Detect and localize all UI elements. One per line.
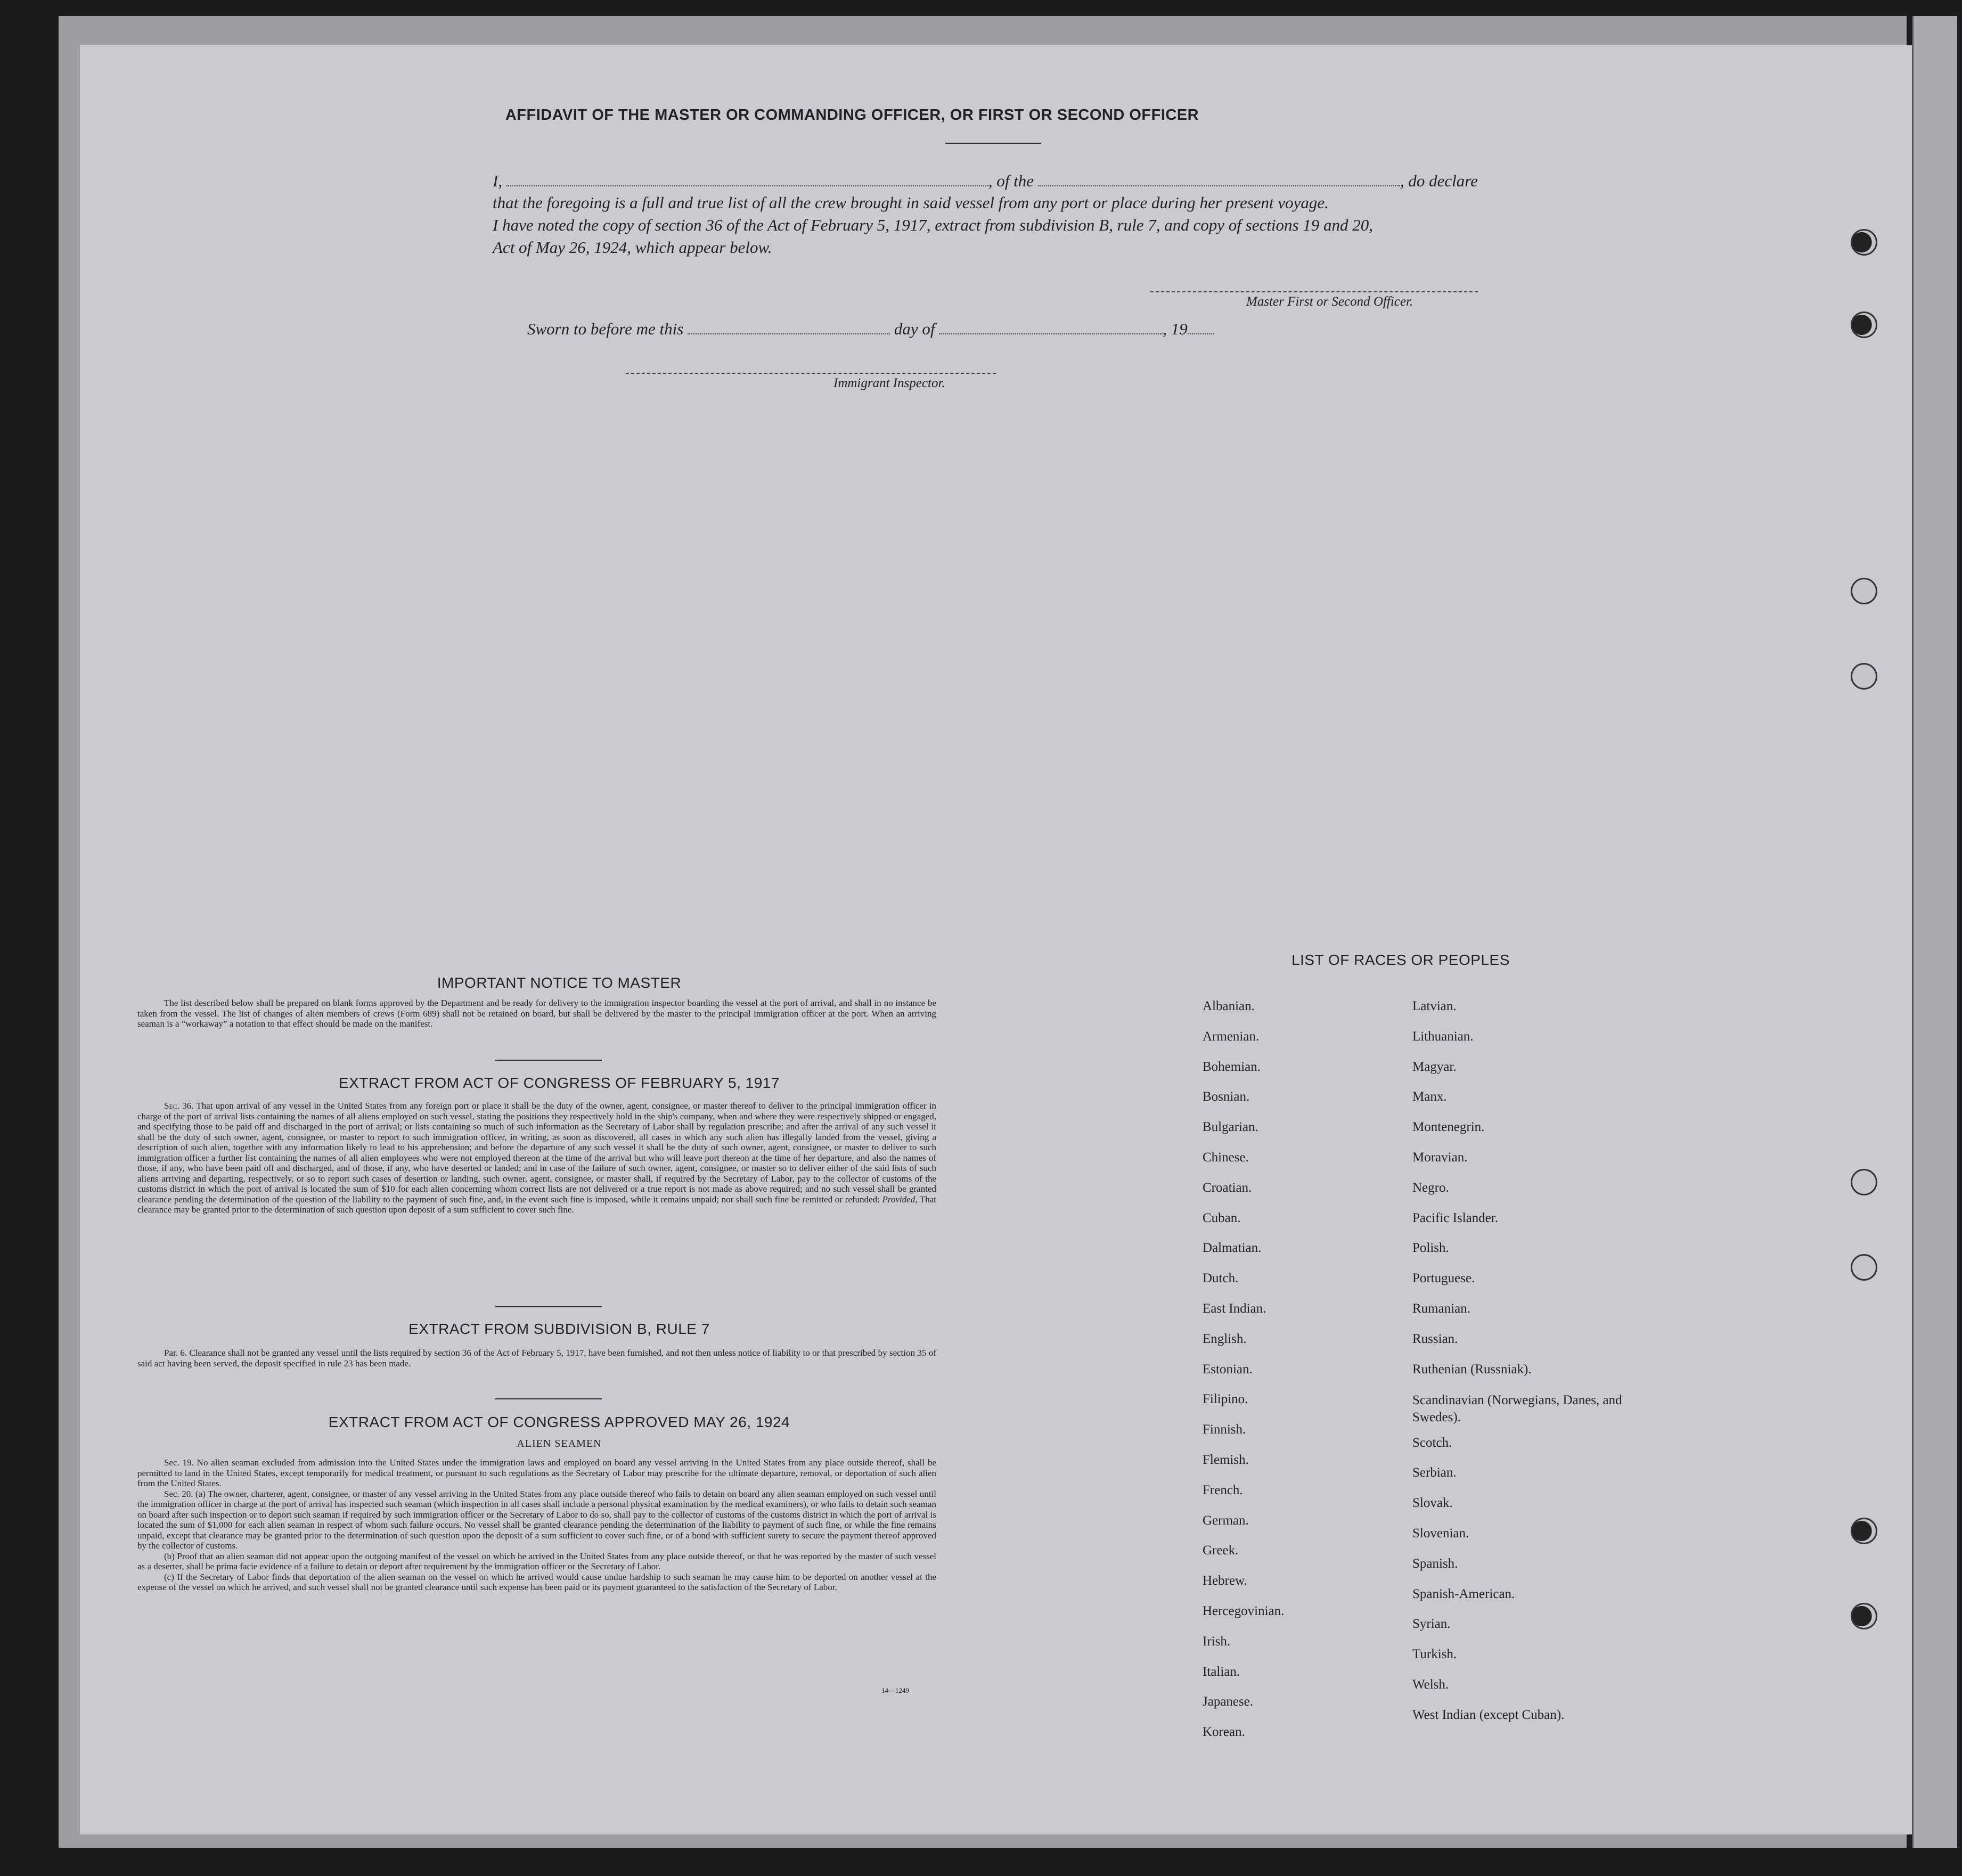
race-item: Latvian.	[1412, 999, 1457, 1013]
affidavit-line-1	[493, 171, 1478, 191]
affidavit-line-4: Act of May 26, 1924, which appear below.	[493, 238, 772, 257]
race-item: Slovenian.	[1412, 1526, 1469, 1541]
divider	[495, 1306, 602, 1307]
punch-hole-icon	[1851, 663, 1877, 690]
race-item: Cuban.	[1203, 1211, 1241, 1225]
race-item: Scotch.	[1412, 1436, 1452, 1450]
name-blank[interactable]	[506, 173, 988, 186]
affidavit-line-3: I have noted the copy of section 36 of the Act of February 5, 1917, extract from subdivision B, rule 7, and copy of sections 19 and 20,	[493, 216, 1374, 234]
race-item: Negro.	[1412, 1181, 1449, 1195]
notice-text: The list described below shall be prepared on blank forms approved by the Department and be ready for delivery to the immigration inspector boarding the vessel at the port of arrival, and shall in no instance be taken from the vessel. The list of changes of alien members of crews (Form 689) shall not be retained on board, but shall be delivered by the master to the principal immigration officer at the port. When an arriving seaman is a “workaway” a notation to that effect should be made on the manifest.	[137, 998, 936, 1029]
year-text: , 19	[1163, 320, 1188, 338]
sworn-line	[527, 320, 1214, 339]
race-item: Manx.	[1412, 1089, 1447, 1104]
divider	[495, 1398, 602, 1399]
race-item: Chinese.	[1203, 1150, 1249, 1165]
race-item: West Indian (except Cuban).	[1412, 1708, 1565, 1722]
race-item: Montenegrin.	[1412, 1120, 1485, 1134]
affidavit-of: , of the	[988, 171, 1034, 190]
race-item: Bohemian.	[1203, 1060, 1261, 1074]
race-item: Dalmatian.	[1203, 1241, 1262, 1255]
punch-hole-icon	[1851, 1603, 1877, 1629]
form-number: 14—1249	[881, 1686, 909, 1694]
divider	[495, 1060, 602, 1061]
race-item: German.	[1203, 1513, 1249, 1528]
race-item: English.	[1203, 1332, 1247, 1346]
race-item: Armenian.	[1203, 1029, 1260, 1044]
races-title: LIST OF RACES OR PEOPLES	[1291, 952, 1510, 968]
extract-1917-text: Sec. 36. That upon arrival of any vessel in the United States from any foreign port or place it shall be the duty of the owner, agent, consignee, or master thereof to deliver to the principal immigration officer in charge of the port of arrival lists containing the names of all aliens employed on such vessel, stating the positions they respectively hold in the ship's company, when and where they were respectively shipped or engaged, and specifying those to be paid off and discharged in the port of arrival; or lists containing so much of such information as the Secretary of Labor shall by regulation prescribe; and after the arrival of any such vessel it shall be the duty of such owner, agent, consignee, or master to report to such immigration officer, in writing, as soon as discovered, all cases in which any such alien has illegally landed from the vessel, giving a description of such alien, together with any information likely to lead to his apprehension; and before the departure of any such vessel it shall be the duty of such owner, agent, consignee, or master to deliver to such immigration officer a further list containing the names of all alien employees who were not employed thereon at the time of the arrival but who will leave port thereon at the time of her departure, and also the names of those, if any, who have been paid off and discharged, and of those, if any, who have deserted or landed; and in case of the failure of such owner, agent, consignee, or master so to deliver either of the said lists of such aliens arriving and departing, respectively, or so to report such cases of desertion or landing, such owner, agent, consignee, or master shall, if required by the Secretary of Labor, pay to the collector of customs of the customs district in which the port of arrival is located the sum of $10 for each alien concerning whom correct lists are not delivered or a true report is not made as above required; and no such vessel shall be granted clearance pending the determination of the question of the liability to the payment of such fine, and, in the event such fine is imposed, while it remains unpaid; nor shall such fine be remitted or refunded: Provided, That clearance may be granted prior to the determination of such question upon deposit of a sum sufficient to cover such fine.	[137, 1101, 937, 1215]
race-item: Korean.	[1203, 1725, 1245, 1739]
punch-hole-icon	[1851, 229, 1877, 256]
notice-title: IMPORTANT NOTICE TO MASTER	[437, 974, 682, 991]
punch-hole-icon	[1851, 1169, 1877, 1195]
race-item: Spanish.	[1412, 1556, 1458, 1571]
race-item: Finnish.	[1203, 1422, 1246, 1437]
race-item: Turkish.	[1412, 1647, 1457, 1661]
race-item: Japanese.	[1203, 1694, 1254, 1709]
race-item: Syrian.	[1412, 1617, 1451, 1631]
binder-edge	[1912, 16, 1957, 1848]
affidavit-declare: , do declare	[1400, 171, 1478, 190]
race-item: Portuguese.	[1412, 1271, 1475, 1285]
race-item: Polish.	[1412, 1241, 1449, 1255]
inspector-signature-line[interactable]	[626, 373, 996, 374]
race-item: Ruthenian (Russniak).	[1412, 1362, 1532, 1377]
sworn-text: Sworn to before me this	[527, 320, 684, 338]
punch-hole-icon	[1851, 1518, 1877, 1544]
punch-hole-icon	[1851, 1254, 1877, 1281]
affidavit-i: I,	[493, 171, 503, 190]
race-item: Filipino.	[1203, 1392, 1248, 1406]
race-item: Albanian.	[1203, 999, 1255, 1013]
race-item: East Indian.	[1203, 1301, 1266, 1316]
race-item: Spanish-American.	[1412, 1587, 1515, 1601]
race-item: Rumanian.	[1412, 1301, 1471, 1316]
master-caption: Master First or Second Officer.	[1246, 294, 1413, 309]
affidavit-section	[373, 0, 1331, 160]
alien-seamen-subtitle: ALIEN SEAMEN	[517, 1438, 602, 1449]
affidavit-line-2: that the foregoing is a full and true list of all the crew brought in said vessel from any port or place during her present voyage.	[493, 193, 1329, 212]
race-item: Greek.	[1203, 1543, 1239, 1558]
race-item: Estonian.	[1203, 1362, 1253, 1377]
rule7-text: Par. 6. Clearance shall not be granted any vessel until the lists required by section 36 of the Act of February 5, 1917, have been furnished, and not then unless notice of liability to or that prescribed by section 35 of said act having been served, the deposit specified in rule 23 has been made.	[137, 1348, 936, 1369]
race-item: Moravian.	[1412, 1150, 1468, 1165]
punch-hole-icon	[1851, 578, 1877, 604]
race-item: Welsh.	[1412, 1677, 1449, 1692]
race-item: Bulgarian.	[1203, 1120, 1258, 1134]
race-item: Hebrew.	[1203, 1574, 1247, 1588]
race-item: Slovak.	[1412, 1496, 1453, 1510]
punch-hole-icon	[1851, 312, 1877, 338]
extract-1924-title: EXTRACT FROM ACT OF CONGRESS APPROVED MAY 26, 1924	[328, 1414, 790, 1430]
race-item: Serbian.	[1412, 1465, 1457, 1480]
extract-1917-title: EXTRACT FROM ACT OF CONGRESS OF FEBRUARY 5, 1917	[339, 1075, 780, 1091]
race-item: Lithuanian.	[1412, 1029, 1474, 1044]
race-item: Scandinavian (Norwegians, Danes, and Swedes).	[1412, 1393, 1622, 1424]
vessel-blank[interactable]	[1038, 173, 1400, 186]
race-item: Magyar.	[1412, 1060, 1457, 1074]
race-item: Bosnian.	[1203, 1089, 1250, 1104]
race-item: Flemish.	[1203, 1453, 1249, 1467]
year-blank[interactable]	[1188, 321, 1214, 334]
race-item: Russian.	[1412, 1332, 1458, 1346]
divider	[945, 143, 1041, 144]
extract-1924-text: Sec. 19. No alien seaman excluded from admission into the United States under the immigration laws and employed on board any vessel arriving in the United States from any place outside thereof, shall be permitted to land in the United States, except temporarily for medical treatment, or pursuant to such regulations as the Secretary of Labor may prescribe for the ultimate departure, removal, or deportation of such alien from the United States. Sec. 20. (a) The owner, charterer, agent, consignee, or master of any vessel arriving in the United States from any place outside thereof who fails to detain on board any alien seaman employed on such vessel until the immigration officer in charge at the port of arrival has inspected such seaman (which inspection in all cases shall include a personal physical examination by the medical examiners), or who fails to detain such seaman on board after such inspection or to deport such seaman if required by such immigration officer or the Secretary of Labor to do so, shall pay to the collector of customs of the customs district in which the port of arrival is located the sum of $1,000 for each alien seaman in respect of whom such failure occurs. No vessel shall be granted clearance pending the determination of the liability to payment of such fine, or while the fine remains unpaid, except that clearance may be granted prior to the determination of such question upon the deposit of a sum sufficient to cover such fine, or of a bond with sufficient surety to secure the payment thereof approved by the collector of customs. (b) Proof that an alien seaman did not appear upon the outgoing manifest of the vessel on which he arrived in the United States from any place outside thereof, or that he was reported by the master of such vessel as a deserter, shall be prima facie evidence of a failure to detain or deport after requirement by the immigration officer or the Secretary of Labor. (c) If the Secretary of Labor finds that deportation of the alien seaman on the vessel on which he arrived would cause undue hardship to such seaman he may cause him to be deported on another vessel at the expense of the vessel on which he arrived, and such vessel shall not be granted clearance until such expense has been paid or its payment guaranteed to the satisfaction of the Secretary of Labor.	[137, 1457, 936, 1592]
race-item: Hercegovinian.	[1203, 1604, 1285, 1618]
rule7-title: EXTRACT FROM SUBDIVISION B, RULE 7	[408, 1321, 710, 1337]
inspector-caption: Immigrant Inspector.	[833, 376, 945, 390]
race-item: Pacific Islander.	[1412, 1211, 1499, 1225]
race-item: Irish.	[1203, 1634, 1231, 1649]
day-of-text: day of	[894, 320, 935, 338]
race-item: French.	[1203, 1483, 1243, 1497]
race-item: Italian.	[1203, 1665, 1240, 1679]
month-blank[interactable]	[939, 321, 1163, 334]
day-blank[interactable]	[688, 321, 890, 334]
race-item: Dutch.	[1203, 1271, 1239, 1285]
master-signature-line[interactable]	[1150, 291, 1478, 292]
race-item: Croatian.	[1203, 1181, 1252, 1195]
affidavit-title: AFFIDAVIT OF THE MASTER OR COMMANDING OFFICER, OR FIRST OR SECOND OFFICER	[505, 107, 1199, 124]
